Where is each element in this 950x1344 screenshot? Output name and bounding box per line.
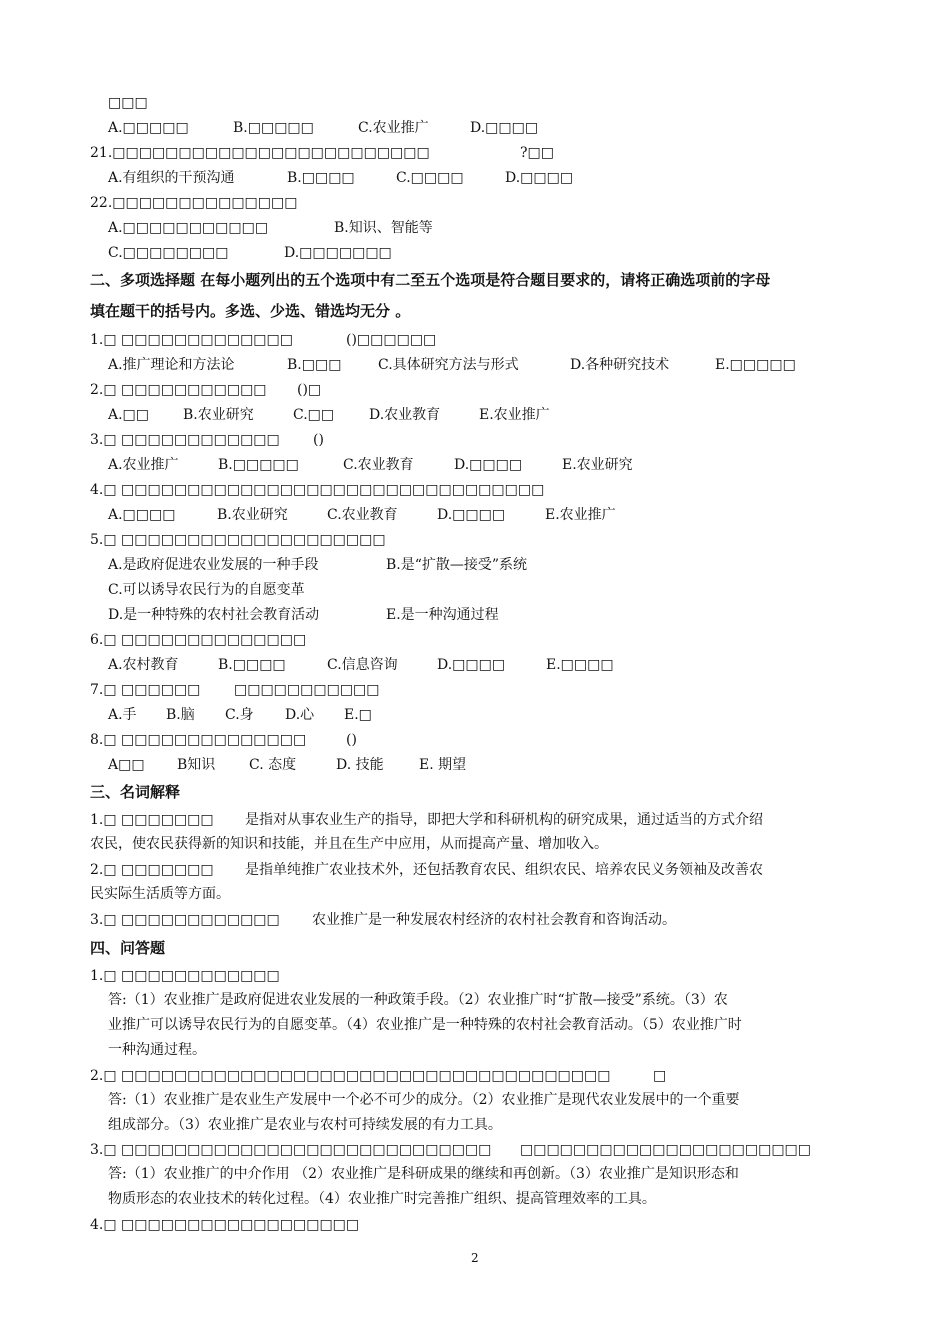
option: D. 技能 xyxy=(336,757,384,773)
question-stem: 21.□□□□□□□□□□□□□□□□□□□□□□□□ xyxy=(90,145,430,161)
option: B.农业研究 xyxy=(217,507,288,523)
option: B.知识、智能等 xyxy=(334,220,433,236)
question-stem: 2.□ □□□□□□□□□□□ xyxy=(90,382,267,398)
question-tail: □ xyxy=(653,1068,667,1084)
option: D.各种研究技术 xyxy=(570,357,670,373)
question-stem: 1.□ □□□□□□□□□□□□□ xyxy=(90,332,293,348)
question-stem: 6.□ □□□□□□□□□□□□□□ xyxy=(90,632,307,648)
question-tail: () xyxy=(346,732,357,748)
option: B.□□□□□ xyxy=(233,120,314,136)
question-stem: 4.□ □□□□□□□□□□□□□□□□□□□□□□□□□□□□□□□□ xyxy=(90,482,545,498)
option: E.□□□□ xyxy=(546,657,614,673)
answer-line: 一种沟通过程。 xyxy=(108,1042,206,1058)
term: 3.□ □□□□□□□□□□□□ xyxy=(90,912,280,928)
option: A.手 xyxy=(108,707,137,723)
option: B.□□□□□ xyxy=(218,457,299,473)
option: A.□□□□□ xyxy=(108,120,189,136)
question-tail: ()□ xyxy=(297,382,322,398)
option: C.可以诱导农民行为的自愿变革 xyxy=(108,582,305,598)
option: D.心 xyxy=(285,707,315,723)
question-tail: ()□□□□□□ xyxy=(346,332,437,348)
option: C.身 xyxy=(225,707,254,723)
option: E.□ xyxy=(344,707,372,723)
option: B.农业研究 xyxy=(183,407,254,423)
definition-line: 农业推广是一种发展农村经济的农村社会教育和咨询活动。 xyxy=(312,912,676,928)
option: D.农业教育 xyxy=(369,407,441,423)
option: D.□□□□ xyxy=(454,457,523,473)
option: D.□□□□ xyxy=(470,120,539,136)
question-stem: 22.□□□□□□□□□□□□□□ xyxy=(90,195,298,211)
option: D.□□□□□□□ xyxy=(284,245,392,261)
option: C.农业教育 xyxy=(327,507,398,523)
definition-line: 是指单纯推广农业技术外，还包括教育农民、组织农民、培养农民义务领袖及改善农 xyxy=(245,862,763,878)
option: C.信息咨询 xyxy=(327,657,398,673)
section-heading-cont: 填在题干的括号内。多选、少选、错选均无分 。 xyxy=(90,302,411,320)
option: B.脑 xyxy=(166,707,195,723)
question-stem: 3.□ □□□□□□□□□□□□□□□□□□□□□□□□□□□□ xyxy=(90,1142,492,1158)
option: A.□□□□ xyxy=(108,507,176,523)
option: A.是政府促进农业发展的一种手段 xyxy=(108,557,319,573)
answer-line: 业推广可以诱导农民行为的自愿变革。（4）农业推广是一种特殊的农村社会教育活动。（5）农业推广时 xyxy=(108,1017,742,1033)
option: C.具体研究方法与形式 xyxy=(378,357,519,373)
answer-line: 答:（1）农业推广是农业生产发展中一个必不可少的成分。（2）农业推广是现代农业发展中的一个重要 xyxy=(108,1092,740,1108)
question-stem: 5.□ □□□□□□□□□□□□□□□□□□□□ xyxy=(90,532,386,548)
option: E.农业研究 xyxy=(562,457,633,473)
question-tail: () xyxy=(313,432,324,448)
option: A.□□□□□□□□□□□ xyxy=(108,220,269,236)
option: A.农村教育 xyxy=(108,657,179,673)
option: A.农业推广 xyxy=(108,457,179,473)
page-number: 2 xyxy=(471,1251,479,1265)
answer-line: 组成部分。（3）农业推广是农业与农村可持续发展的有力工具。 xyxy=(108,1117,502,1133)
option: D.□□□□ xyxy=(505,170,574,186)
option: C.□□□□□□□□ xyxy=(108,245,229,261)
option: E.农业推广 xyxy=(545,507,616,523)
question-stem: 2.□ □□□□□□□□□□□□□□□□□□□□□□□□□□□□□□□□□□□□□ xyxy=(90,1068,611,1084)
option: A.推广理论和方法论 xyxy=(108,357,235,373)
answer-line: 答:（1）农业推广是政府促进农业发展的一种政策手段。（2）农业推广时“扩散—接受”系统。（3）农 xyxy=(108,992,728,1008)
term: 1.□ □□□□□□□ xyxy=(90,812,214,828)
option: E.农业推广 xyxy=(479,407,550,423)
option: E. 期望 xyxy=(419,757,467,773)
question-stem: 1.□ □□□□□□□□□□□□ xyxy=(90,968,280,984)
option: C.农业教育 xyxy=(343,457,414,473)
option: C.□□ xyxy=(293,407,335,423)
option: B知识 xyxy=(177,757,216,773)
option: B.是“扩散—接受”系统 xyxy=(386,557,528,573)
option: E.□□□□□ xyxy=(715,357,796,373)
option: B.□□□ xyxy=(287,357,342,373)
option: A.有组织的干预沟通 xyxy=(108,170,235,186)
term: 2.□ □□□□□□□ xyxy=(90,862,214,878)
section-heading: 四、问答题 xyxy=(90,939,166,957)
section-heading: 二、多项选择题 在每小题列出的五个选项中有二至五个选项是符合题目要求的，请将正确选项前的字母 xyxy=(90,271,771,289)
option: D.□□□□ xyxy=(437,507,506,523)
definition-line: 是指对从事农业生产的指导，即把大学和科研机构的研究成果，通过适当的方式介绍 xyxy=(245,812,763,828)
option: D.是一种特殊的农村社会教育活动 xyxy=(108,607,320,623)
question-tail: □□□□□□□□□□□ xyxy=(234,682,380,698)
question-tail: ?□□ xyxy=(520,145,554,161)
definition-line: 民实际生活质等方面。 xyxy=(90,886,230,902)
section-heading: 三、名词解释 xyxy=(90,783,181,801)
continuation-text: □□□ xyxy=(108,95,148,111)
option: C.□□□□ xyxy=(396,170,464,186)
question-stem: 7.□ □□□□□□ xyxy=(90,682,201,698)
option: B.□□□□ xyxy=(218,657,286,673)
option: A□□ xyxy=(108,757,145,773)
option: A.□□ xyxy=(108,407,150,423)
option: B.□□□□ xyxy=(287,170,355,186)
definition-line: 农民，使农民获得新的知识和技能，并且在生产中应用，从而提高产量、增加收入。 xyxy=(90,836,608,852)
question-stem: 3.□ □□□□□□□□□□□□ xyxy=(90,432,280,448)
option: C. 态度 xyxy=(249,757,297,773)
question-stem: 4.□ □□□□□□□□□□□□□□□□□□ xyxy=(90,1217,360,1233)
question-stem: 8.□ □□□□□□□□□□□□□□ xyxy=(90,732,307,748)
answer-line: 答:（1）农业推广的中介作用 （2）农业推广是科研成果的继续和再创新。（3）农业推广是知识形态和 xyxy=(108,1166,739,1182)
option: E.是一种沟通过程 xyxy=(386,607,499,623)
answer-line: 物质形态的农业技术的转化过程。（4）农业推广时完善推广组织、提高管理效率的工具。 xyxy=(108,1191,656,1207)
option: D.□□□□ xyxy=(437,657,506,673)
option: C.农业推广 xyxy=(358,120,429,136)
question-tail: □□□□□□□□□□□□□□□□□□□□□□ xyxy=(520,1142,812,1158)
